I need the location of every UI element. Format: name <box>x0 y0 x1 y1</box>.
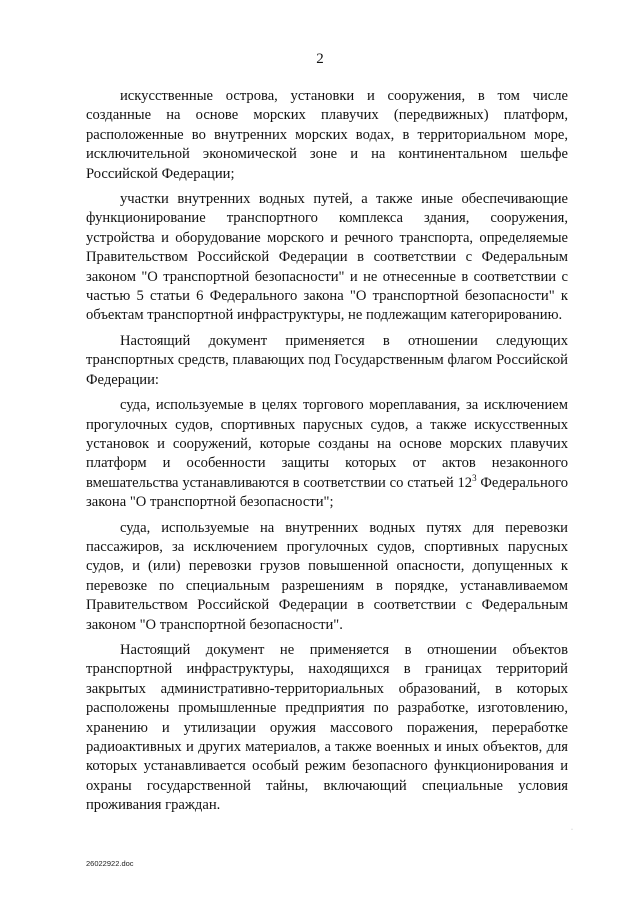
margin-mark: · <box>571 827 573 833</box>
paragraph-merchant-vessels <box>86 396 568 512</box>
footer-filename: 26022922.doc <box>86 859 134 868</box>
paragraph-inland-vessels: суда, используемые на внутренних водных путях для перевозки пассажиров, за исключением прогулочных судов, спортивных парусных судов, и (или) перевозки грузов повышенной опасности, допущенных к перевозке по специальным разрешениям в порядке, устанавливаемом Правительством Российской Федерации в соответствии с Федеральным законом "О транспортной безопасности". <box>86 519 568 633</box>
merchant-vessels-text-end: Федерального закона "О транспортной безопасности"; <box>86 474 568 511</box>
paragraph-inland-waterways: участки внутренних водных путей, а также иные обеспечивающие функционирование транспортного комплекса здания, сооружения, устройства и оборудование морского и речного транспорта, определяемые Правительством Российской Федерации в соответствии с Федеральным законом "О транспортной безопасности" и не отнесенные в соответствии с частью 5 статьи 6 Федерального закона "О транспортной безопасности" к объектам транспортной инфраструктуры, не подлежащим категорированию. <box>86 191 568 324</box>
article-superscript: 3 <box>472 472 477 483</box>
paragraph-not-applied: Настоящий документ не применяется в отношении объектов транспортной инфраструктуры, находящихся в границах территорий закрытых административно-территориальных образований, в которых расположены промышленные предприятия по разработке, изготовлению, хранению и утилизации оружия массового поражения, переработке радиоактивных и других материалов, а также военных и иных объектов, для которых устанавливается особый режим безопасного функционирования и охраны государственной тайны, включающий специальные условия проживания граждан. <box>86 641 568 814</box>
page-number: 2 <box>316 51 324 67</box>
document-body <box>86 87 568 816</box>
merchant-vessels-text: суда, используемые в целях торгового мореплавания, за исключением прогулочных судов, спортивных парусных судов, а также искусственных установок и сооружений, которые созданы на основе морских плавучих платформ и особенности защиты которых от актов незаконного вмешательства устанавливаются в соответствии со статьей 12 <box>86 397 568 491</box>
paragraph-applies-to-vessels: Настоящий документ применяется в отношении следующих транспортных средств, плавающих под Государственным флагом Российской Федерации: <box>86 332 568 388</box>
paragraph-artificial-islands: искусственные острова, установки и сооружения, в том числе созданные на основе морских плавучих (передвижных) платформ, расположенные во внутренних морских водах, в территориальном море, исключительной экономической зоне и на континентальном шельфе Российской Федерации; <box>86 88 568 182</box>
